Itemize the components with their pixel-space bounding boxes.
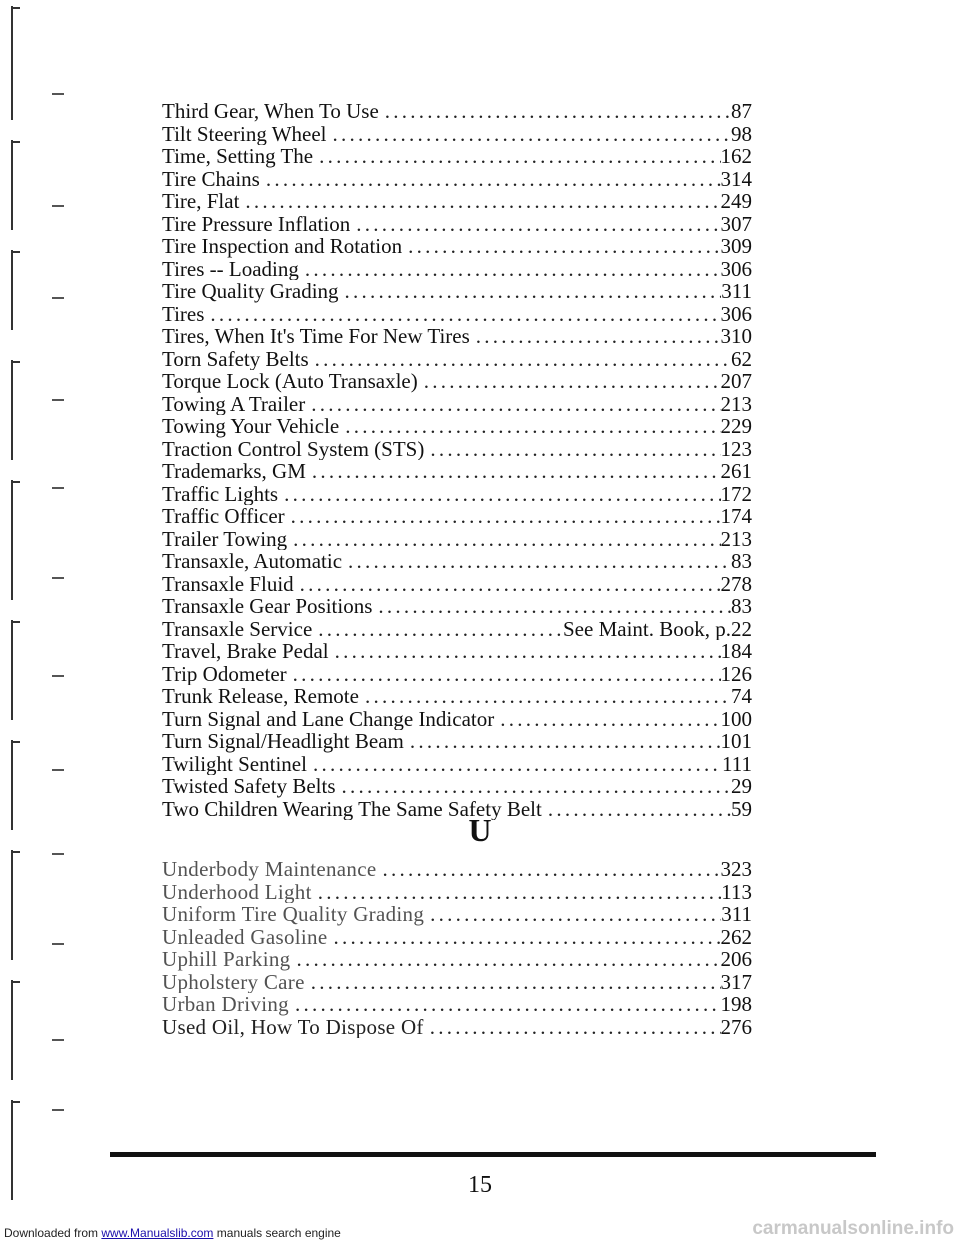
dot-leader <box>424 1016 721 1039</box>
index-term: Transaxle Fluid <box>162 572 294 595</box>
index-entry <box>162 460 752 483</box>
index-page-ref: 184 <box>720 640 752 663</box>
dot-leader <box>327 123 732 146</box>
dot-leader <box>494 708 720 731</box>
index-page-ref: 314 <box>720 167 752 190</box>
download-note <box>4 1226 341 1240</box>
index-term: Tilt Steering Wheel <box>162 122 327 145</box>
download-note-suffix: manuals search engine <box>213 1226 341 1240</box>
dot-leader <box>309 348 731 371</box>
index-page-ref: 62 <box>731 347 752 370</box>
index-page-ref: 87 <box>731 100 752 123</box>
dot-leader <box>287 528 720 551</box>
index-page-ref: 307 <box>720 212 752 235</box>
dot-leader <box>290 948 720 971</box>
index-term: Tire Chains <box>162 167 260 190</box>
index-entry <box>162 971 752 994</box>
index-term: Tire Quality Grading <box>162 280 339 303</box>
page-number: 15 <box>468 1172 492 1198</box>
download-note-prefix: Downloaded from <box>4 1226 102 1240</box>
index-term: Urban Driving <box>162 993 289 1016</box>
binding-margin-marks <box>0 0 80 1242</box>
index-page-ref: 83 <box>731 550 752 573</box>
index-page-ref: 310 <box>720 325 752 348</box>
index-term: Torn Safety Belts <box>162 347 309 370</box>
index-entry <box>162 858 752 881</box>
index-page-ref: 123 <box>720 437 752 460</box>
index-entry <box>162 123 752 146</box>
index-entry <box>162 505 752 528</box>
section-letter-u: U <box>468 812 492 848</box>
index-entry <box>162 550 752 573</box>
index-entry <box>162 415 752 438</box>
index-term: Two Children Wearing The Same Safety Belt <box>162 797 542 820</box>
dot-leader <box>350 213 720 236</box>
index-page-ref: 213 <box>720 392 752 415</box>
index-entry <box>162 258 752 281</box>
index-entry <box>162 775 752 798</box>
index-page-ref: 306 <box>720 257 752 280</box>
index-term: Trademarks, GM <box>162 460 306 483</box>
dot-leader <box>285 505 721 528</box>
dot-leader <box>294 573 721 596</box>
index-term: Time, Setting The <box>162 145 314 168</box>
dot-leader <box>376 858 720 881</box>
dot-leader <box>339 415 720 438</box>
index-page-ref: 101 <box>720 730 752 753</box>
index-entry <box>162 640 752 663</box>
index-entry <box>162 393 752 416</box>
watermark: carmanualsonline.info <box>752 1218 954 1239</box>
index-entry <box>162 926 752 949</box>
index-term: Traffic Lights <box>162 482 279 505</box>
index-entry <box>162 280 752 303</box>
index-page-ref: 172 <box>720 482 752 505</box>
index-list-u <box>162 858 752 1038</box>
index-entry <box>162 1016 752 1039</box>
index-term: Travel, Brake Pedal <box>162 640 329 663</box>
dot-leader <box>305 393 720 416</box>
index-term: Tire, Flat <box>162 190 240 213</box>
dot-leader <box>329 640 721 663</box>
index-page-ref: See Maint. Book, p.22 <box>563 617 752 640</box>
index-entry <box>162 685 752 708</box>
index-entry <box>162 303 752 326</box>
index-term: Tire Pressure Inflation <box>162 212 351 235</box>
index-entry <box>162 100 752 123</box>
dot-leader <box>404 730 721 753</box>
index-page-ref: 229 <box>720 415 752 438</box>
index-page-ref: 262 <box>720 925 752 948</box>
dot-leader <box>307 753 722 776</box>
index-page-ref: 74 <box>731 685 752 708</box>
index-page-ref: 59 <box>731 797 752 820</box>
index-page-ref: 29 <box>731 775 752 798</box>
dot-leader <box>336 775 731 798</box>
dot-leader <box>305 971 721 994</box>
dot-leader <box>342 550 731 573</box>
index-page-ref: 249 <box>720 190 752 213</box>
index-term: Underhood Light <box>162 880 312 903</box>
index-term: Trunk Release, Remote <box>162 685 359 708</box>
index-page-ref: 207 <box>720 370 752 393</box>
index-term: Towing A Trailer <box>162 392 306 415</box>
index-page-ref: 111 <box>722 752 752 775</box>
index-page-ref: 276 <box>720 1015 752 1038</box>
index-entry <box>162 190 752 213</box>
index-term: Tires -- Loading <box>162 257 299 280</box>
dot-leader <box>306 460 721 483</box>
index-page-ref: 174 <box>720 505 752 528</box>
index-term: Turn Signal/Headlight Beam <box>162 730 404 753</box>
index-page-ref: 317 <box>720 970 752 993</box>
dot-leader <box>327 926 720 949</box>
index-term: Uphill Parking <box>162 948 291 971</box>
index-term: Traction Control System (STS) <box>162 437 425 460</box>
index-page-ref: 198 <box>720 993 752 1016</box>
index-entry <box>162 145 752 168</box>
dot-leader <box>204 303 720 326</box>
index-entry <box>162 370 752 393</box>
dot-leader <box>470 325 721 348</box>
dot-leader <box>379 100 731 123</box>
index-entry <box>162 325 752 348</box>
index-page-ref: 83 <box>731 595 752 618</box>
index-term: Turn Signal and Lane Change Indicator <box>162 707 495 730</box>
index-term: Towing Your Vehicle <box>162 415 340 438</box>
index-page-ref: 213 <box>720 527 752 550</box>
index-entry <box>162 993 752 1016</box>
dot-leader <box>359 685 731 708</box>
index-page-ref: 98 <box>731 122 752 145</box>
index-term: Transaxle, Automatic <box>162 550 343 573</box>
index-term: Unleaded Gasoline <box>162 925 328 948</box>
dot-leader <box>372 595 731 618</box>
index-term: Third Gear, When To Use <box>162 100 379 123</box>
footer-rule <box>110 1152 876 1157</box>
index-entry <box>162 348 752 371</box>
dot-leader <box>312 881 722 904</box>
index-page-ref: 311 <box>721 280 752 303</box>
dot-leader <box>424 903 721 926</box>
dot-leader <box>239 190 720 213</box>
index-entry <box>162 168 752 191</box>
index-entry <box>162 595 752 618</box>
index-page-ref: 278 <box>720 572 752 595</box>
dot-leader <box>424 438 720 461</box>
index-page-ref: 206 <box>720 948 752 971</box>
index-entry <box>162 881 752 904</box>
index-page-ref: 323 <box>720 858 752 881</box>
index-term: Trip Odometer <box>162 662 287 685</box>
dot-leader <box>418 370 721 393</box>
index-term: Tires, When It's Time For New Tires <box>162 325 470 348</box>
index-entry <box>162 438 752 461</box>
index-entry <box>162 483 752 506</box>
index-entry <box>162 708 752 731</box>
index-entry <box>162 235 752 258</box>
index-entry <box>162 903 752 926</box>
index-page-ref: 162 <box>720 145 752 168</box>
index-term: Tires <box>162 302 205 325</box>
index-term: Used Oil, How To Dispose Of <box>162 1015 424 1038</box>
dot-leader <box>312 618 563 641</box>
index-term: Torque Lock (Auto Transaxle) <box>162 370 418 393</box>
index-term: Underbody Maintenance <box>162 858 377 881</box>
dot-leader <box>299 258 721 281</box>
index-list-t <box>162 100 752 820</box>
index-entry <box>162 213 752 236</box>
dot-leader <box>402 235 720 258</box>
manualslib-link[interactable]: www.Manualslib.com <box>101 1226 214 1240</box>
index-term: Twisted Safety Belts <box>162 775 336 798</box>
index-term: Twilight Sentinel <box>162 752 307 775</box>
index-page-ref: 306 <box>720 302 752 325</box>
index-term: Uniform Tire Quality Grading <box>162 903 425 926</box>
index-entry <box>162 663 752 686</box>
index-term: Upholstery Care <box>162 970 305 993</box>
index-term: Traffic Officer <box>162 505 285 528</box>
dot-leader <box>260 168 721 191</box>
dot-leader <box>313 145 720 168</box>
index-page-ref: 113 <box>721 880 752 903</box>
index-entry <box>162 528 752 551</box>
dot-leader <box>339 280 722 303</box>
index-term: Transaxle Gear Positions <box>162 595 373 618</box>
dot-leader <box>287 663 721 686</box>
index-term: Tire Inspection and Rotation <box>162 235 403 258</box>
index-term: Transaxle Service <box>162 617 313 640</box>
index-page-ref: 261 <box>720 460 752 483</box>
index-term: Trailer Towing <box>162 527 288 550</box>
index-page-ref: 309 <box>720 235 752 258</box>
index-page-ref: 311 <box>721 903 752 926</box>
index-entry <box>162 753 752 776</box>
dot-leader <box>289 993 721 1016</box>
index-page-ref: 100 <box>720 707 752 730</box>
index-page-ref: 126 <box>720 662 752 685</box>
dot-leader <box>278 483 720 506</box>
index-entry <box>162 618 752 641</box>
index-entry <box>162 573 752 596</box>
index-entry <box>162 730 752 753</box>
index-entry <box>162 948 752 971</box>
